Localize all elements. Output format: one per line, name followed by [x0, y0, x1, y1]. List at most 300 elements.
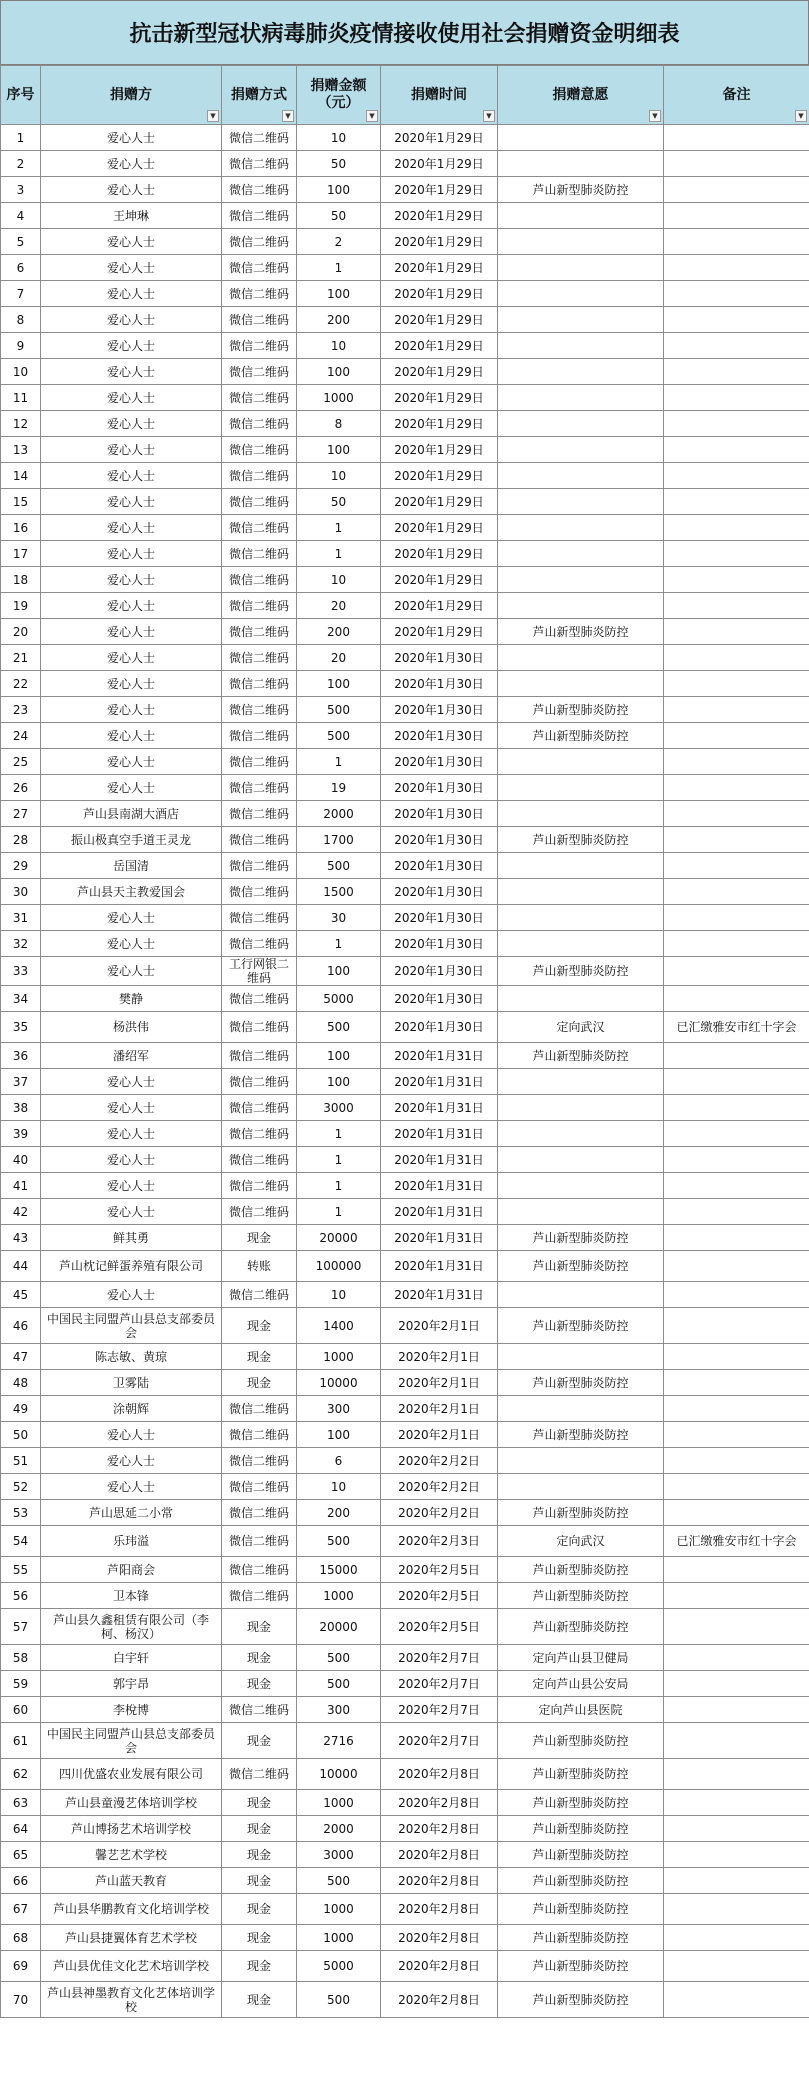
cell-date[interactable]: 2020年1月30日: [381, 1012, 498, 1043]
cell-date[interactable]: 2020年1月29日: [381, 359, 498, 385]
cell-note[interactable]: [664, 593, 809, 619]
cell-note[interactable]: [664, 1697, 809, 1723]
cell-index[interactable]: 7: [1, 281, 41, 307]
cell-intent[interactable]: 芦山新型肺炎防控: [498, 1723, 664, 1759]
cell-note[interactable]: [664, 1557, 809, 1583]
cell-donor[interactable]: 爱心人士: [41, 1474, 222, 1500]
cell-intent[interactable]: 芦山新型肺炎防控: [498, 1043, 664, 1069]
cell-intent[interactable]: [498, 567, 664, 593]
cell-intent[interactable]: [498, 671, 664, 697]
cell-intent[interactable]: 芦山新型肺炎防控: [498, 1982, 664, 2018]
cell-donor[interactable]: 爱心人士: [41, 593, 222, 619]
cell-intent[interactable]: [498, 411, 664, 437]
cell-index[interactable]: 49: [1, 1396, 41, 1422]
cell-date[interactable]: 2020年2月8日: [381, 1894, 498, 1925]
filter-dropdown-icon[interactable]: ▼: [483, 110, 495, 122]
cell-amount[interactable]: 200: [297, 619, 381, 645]
cell-donor[interactable]: 爱心人士: [41, 1422, 222, 1448]
cell-donor[interactable]: 芦山县南湖大酒店: [41, 801, 222, 827]
cell-intent[interactable]: 芦山新型肺炎防控: [498, 1370, 664, 1396]
cell-amount[interactable]: 1400: [297, 1308, 381, 1344]
cell-note[interactable]: [664, 1199, 809, 1225]
cell-intent[interactable]: 芦山新型肺炎防控: [498, 1308, 664, 1344]
cell-note[interactable]: [664, 1645, 809, 1671]
cell-intent[interactable]: 芦山新型肺炎防控: [498, 1842, 664, 1868]
cell-date[interactable]: 2020年2月1日: [381, 1308, 498, 1344]
cell-method[interactable]: 微信二维码: [222, 333, 297, 359]
cell-date[interactable]: 2020年1月30日: [381, 986, 498, 1012]
cell-amount[interactable]: 500: [297, 1526, 381, 1557]
cell-method[interactable]: 微信二维码: [222, 125, 297, 151]
cell-note[interactable]: [664, 1370, 809, 1396]
cell-index[interactable]: 18: [1, 567, 41, 593]
cell-index[interactable]: 15: [1, 489, 41, 515]
filter-dropdown-icon[interactable]: ▼: [282, 110, 294, 122]
cell-note[interactable]: [664, 905, 809, 931]
cell-date[interactable]: 2020年2月3日: [381, 1526, 498, 1557]
cell-note[interactable]: [664, 645, 809, 671]
cell-method[interactable]: 现金: [222, 1609, 297, 1645]
cell-donor[interactable]: 爱心人士: [41, 411, 222, 437]
cell-note[interactable]: [664, 1759, 809, 1790]
cell-note[interactable]: [664, 1894, 809, 1925]
cell-note[interactable]: [664, 333, 809, 359]
cell-donor[interactable]: 芦山县神墨教育文化艺体培训学校: [41, 1982, 222, 2018]
cell-index[interactable]: 40: [1, 1147, 41, 1173]
cell-note[interactable]: [664, 437, 809, 463]
cell-donor[interactable]: 爱心人士: [41, 437, 222, 463]
cell-note[interactable]: [664, 1095, 809, 1121]
cell-index[interactable]: 6: [1, 255, 41, 281]
cell-index[interactable]: 5: [1, 229, 41, 255]
cell-method[interactable]: 微信二维码: [222, 1199, 297, 1225]
cell-index[interactable]: 17: [1, 541, 41, 567]
cell-index[interactable]: 8: [1, 307, 41, 333]
cell-index[interactable]: 42: [1, 1199, 41, 1225]
cell-intent[interactable]: 定向武汉: [498, 1012, 664, 1043]
cell-method[interactable]: 微信二维码: [222, 1697, 297, 1723]
cell-date[interactable]: 2020年1月29日: [381, 619, 498, 645]
cell-method[interactable]: 现金: [222, 1370, 297, 1396]
cell-index[interactable]: 4: [1, 203, 41, 229]
cell-index[interactable]: 37: [1, 1069, 41, 1095]
cell-date[interactable]: 2020年1月31日: [381, 1147, 498, 1173]
cell-donor[interactable]: 爱心人士: [41, 1448, 222, 1474]
cell-method[interactable]: 微信二维码: [222, 1095, 297, 1121]
cell-intent[interactable]: [498, 437, 664, 463]
cell-index[interactable]: 34: [1, 986, 41, 1012]
cell-note[interactable]: [664, 723, 809, 749]
cell-donor[interactable]: 爱心人士: [41, 151, 222, 177]
cell-index[interactable]: 27: [1, 801, 41, 827]
cell-donor[interactable]: 芦山县童漫艺体培训学校: [41, 1790, 222, 1816]
cell-method[interactable]: 微信二维码: [222, 1474, 297, 1500]
cell-date[interactable]: 2020年1月31日: [381, 1069, 498, 1095]
cell-method[interactable]: 现金: [222, 1982, 297, 2018]
cell-index[interactable]: 36: [1, 1043, 41, 1069]
cell-donor[interactable]: 爱心人士: [41, 125, 222, 151]
cell-donor[interactable]: 爱心人士: [41, 1282, 222, 1308]
cell-intent[interactable]: 芦山新型肺炎防控: [498, 723, 664, 749]
cell-intent[interactable]: 芦山新型肺炎防控: [498, 1894, 664, 1925]
cell-method[interactable]: 微信二维码: [222, 1043, 297, 1069]
cell-method[interactable]: 现金: [222, 1816, 297, 1842]
cell-index[interactable]: 61: [1, 1723, 41, 1759]
cell-intent[interactable]: [498, 1282, 664, 1308]
cell-note[interactable]: [664, 515, 809, 541]
cell-date[interactable]: 2020年1月29日: [381, 385, 498, 411]
cell-method[interactable]: 微信二维码: [222, 151, 297, 177]
cell-date[interactable]: 2020年1月31日: [381, 1251, 498, 1282]
cell-intent[interactable]: [498, 1396, 664, 1422]
cell-method[interactable]: 现金: [222, 1671, 297, 1697]
cell-amount[interactable]: 5000: [297, 986, 381, 1012]
cell-note[interactable]: [664, 1308, 809, 1344]
cell-index[interactable]: 10: [1, 359, 41, 385]
cell-method[interactable]: 微信二维码: [222, 1759, 297, 1790]
cell-method[interactable]: 微信二维码: [222, 671, 297, 697]
cell-note[interactable]: [664, 1121, 809, 1147]
cell-index[interactable]: 26: [1, 775, 41, 801]
cell-note[interactable]: [664, 775, 809, 801]
cell-date[interactable]: 2020年2月5日: [381, 1609, 498, 1645]
cell-index[interactable]: 39: [1, 1121, 41, 1147]
cell-amount[interactable]: 2000: [297, 1816, 381, 1842]
cell-donor[interactable]: 芦山县久鑫租赁有限公司（李柯、杨汉）: [41, 1609, 222, 1645]
cell-intent[interactable]: [498, 541, 664, 567]
cell-date[interactable]: 2020年1月30日: [381, 645, 498, 671]
cell-method[interactable]: 微信二维码: [222, 385, 297, 411]
cell-date[interactable]: 2020年2月2日: [381, 1500, 498, 1526]
cell-amount[interactable]: 1: [297, 931, 381, 957]
cell-index[interactable]: 60: [1, 1697, 41, 1723]
cell-note[interactable]: 已汇缴雅安市红十字会: [664, 1012, 809, 1043]
cell-donor[interactable]: 卫雾陆: [41, 1370, 222, 1396]
cell-date[interactable]: 2020年1月29日: [381, 125, 498, 151]
cell-index[interactable]: 35: [1, 1012, 41, 1043]
cell-index[interactable]: 59: [1, 1671, 41, 1697]
cell-method[interactable]: 微信二维码: [222, 541, 297, 567]
cell-method[interactable]: 微信二维码: [222, 1147, 297, 1173]
cell-amount[interactable]: 6: [297, 1448, 381, 1474]
cell-note[interactable]: [664, 1868, 809, 1894]
cell-method[interactable]: 微信二维码: [222, 1173, 297, 1199]
cell-donor[interactable]: 爱心人士: [41, 697, 222, 723]
cell-index[interactable]: 32: [1, 931, 41, 957]
cell-amount[interactable]: 10: [297, 125, 381, 151]
cell-method[interactable]: 转账: [222, 1251, 297, 1282]
cell-donor[interactable]: 芦山县华鹏教育文化培训学校: [41, 1894, 222, 1925]
cell-intent[interactable]: 定向芦山县卫健局: [498, 1645, 664, 1671]
cell-index[interactable]: 19: [1, 593, 41, 619]
cell-donor[interactable]: 馨艺艺术学校: [41, 1842, 222, 1868]
cell-date[interactable]: 2020年2月8日: [381, 1982, 498, 2018]
cell-method[interactable]: 微信二维码: [222, 1121, 297, 1147]
cell-intent[interactable]: 芦山新型肺炎防控: [498, 1925, 664, 1951]
cell-method[interactable]: 微信二维码: [222, 359, 297, 385]
cell-intent[interactable]: [498, 1121, 664, 1147]
cell-method[interactable]: 微信二维码: [222, 827, 297, 853]
cell-intent[interactable]: 芦山新型肺炎防控: [498, 1951, 664, 1982]
cell-date[interactable]: 2020年2月7日: [381, 1645, 498, 1671]
cell-note[interactable]: [664, 385, 809, 411]
cell-amount[interactable]: 500: [297, 1868, 381, 1894]
cell-amount[interactable]: 1: [297, 541, 381, 567]
cell-date[interactable]: 2020年2月7日: [381, 1697, 498, 1723]
cell-method[interactable]: 微信二维码: [222, 619, 297, 645]
cell-intent[interactable]: [498, 1448, 664, 1474]
cell-note[interactable]: [664, 1344, 809, 1370]
cell-amount[interactable]: 1000: [297, 1583, 381, 1609]
cell-donor[interactable]: 白宇轩: [41, 1645, 222, 1671]
cell-date[interactable]: 2020年1月31日: [381, 1043, 498, 1069]
cell-donor[interactable]: 爱心人士: [41, 671, 222, 697]
cell-amount[interactable]: 19: [297, 775, 381, 801]
cell-donor[interactable]: 芦山博扬艺术培训学校: [41, 1816, 222, 1842]
cell-method[interactable]: 现金: [222, 1894, 297, 1925]
cell-donor[interactable]: 爱心人士: [41, 333, 222, 359]
cell-method[interactable]: 微信二维码: [222, 177, 297, 203]
cell-index[interactable]: 44: [1, 1251, 41, 1282]
cell-index[interactable]: 20: [1, 619, 41, 645]
cell-date[interactable]: 2020年2月8日: [381, 1925, 498, 1951]
cell-amount[interactable]: 500: [297, 1671, 381, 1697]
cell-amount[interactable]: 1000: [297, 1925, 381, 1951]
cell-donor[interactable]: 爱心人士: [41, 541, 222, 567]
cell-index[interactable]: 9: [1, 333, 41, 359]
cell-intent[interactable]: [498, 775, 664, 801]
cell-note[interactable]: [664, 1790, 809, 1816]
cell-intent[interactable]: 芦山新型肺炎防控: [498, 1583, 664, 1609]
cell-method[interactable]: 微信二维码: [222, 593, 297, 619]
cell-amount[interactable]: 100: [297, 1043, 381, 1069]
cell-method[interactable]: 微信二维码: [222, 986, 297, 1012]
cell-index[interactable]: 38: [1, 1095, 41, 1121]
cell-index[interactable]: 48: [1, 1370, 41, 1396]
cell-method[interactable]: 现金: [222, 1723, 297, 1759]
cell-note[interactable]: [664, 1982, 809, 2018]
cell-donor[interactable]: 鲜其勇: [41, 1225, 222, 1251]
cell-note[interactable]: [664, 125, 809, 151]
filter-dropdown-icon[interactable]: ▼: [795, 110, 807, 122]
cell-donor[interactable]: 爱心人士: [41, 1173, 222, 1199]
cell-amount[interactable]: 100: [297, 281, 381, 307]
cell-intent[interactable]: [498, 125, 664, 151]
cell-intent[interactable]: 芦山新型肺炎防控: [498, 1816, 664, 1842]
cell-note[interactable]: [664, 229, 809, 255]
cell-intent[interactable]: [498, 463, 664, 489]
cell-donor[interactable]: 爱心人士: [41, 281, 222, 307]
cell-intent[interactable]: [498, 1147, 664, 1173]
cell-donor[interactable]: 爱心人士: [41, 931, 222, 957]
cell-date[interactable]: 2020年2月1日: [381, 1396, 498, 1422]
cell-amount[interactable]: 1: [297, 515, 381, 541]
cell-donor[interactable]: 爱心人士: [41, 1199, 222, 1225]
cell-method[interactable]: 现金: [222, 1842, 297, 1868]
cell-intent[interactable]: [498, 307, 664, 333]
cell-amount[interactable]: 100: [297, 177, 381, 203]
cell-note[interactable]: [664, 879, 809, 905]
cell-method[interactable]: 微信二维码: [222, 515, 297, 541]
cell-note[interactable]: [664, 1173, 809, 1199]
cell-amount[interactable]: 8: [297, 411, 381, 437]
cell-method[interactable]: 微信二维码: [222, 255, 297, 281]
cell-amount[interactable]: 10: [297, 333, 381, 359]
cell-note[interactable]: [664, 1448, 809, 1474]
cell-note[interactable]: [664, 359, 809, 385]
cell-date[interactable]: 2020年1月30日: [381, 671, 498, 697]
cell-method[interactable]: 微信二维码: [222, 1396, 297, 1422]
cell-method[interactable]: 微信二维码: [222, 1069, 297, 1095]
cell-date[interactable]: 2020年1月30日: [381, 905, 498, 931]
cell-intent[interactable]: 芦山新型肺炎防控: [498, 1500, 664, 1526]
cell-index[interactable]: 45: [1, 1282, 41, 1308]
cell-method[interactable]: 微信二维码: [222, 1526, 297, 1557]
cell-donor[interactable]: 爱心人士: [41, 567, 222, 593]
cell-amount[interactable]: 10: [297, 1282, 381, 1308]
cell-amount[interactable]: 20: [297, 645, 381, 671]
cell-amount[interactable]: 10: [297, 1474, 381, 1500]
cell-date[interactable]: 2020年1月31日: [381, 1121, 498, 1147]
cell-donor[interactable]: 爱心人士: [41, 1069, 222, 1095]
cell-intent[interactable]: [498, 203, 664, 229]
cell-donor[interactable]: 爱心人士: [41, 723, 222, 749]
cell-index[interactable]: 55: [1, 1557, 41, 1583]
cell-method[interactable]: 现金: [222, 1951, 297, 1982]
cell-donor[interactable]: 爱心人士: [41, 359, 222, 385]
cell-intent[interactable]: [498, 1069, 664, 1095]
cell-note[interactable]: [664, 1671, 809, 1697]
cell-amount[interactable]: 1: [297, 1147, 381, 1173]
cell-intent[interactable]: [498, 749, 664, 775]
cell-index[interactable]: 64: [1, 1816, 41, 1842]
cell-method[interactable]: 现金: [222, 1790, 297, 1816]
cell-intent[interactable]: 芦山新型肺炎防控: [498, 957, 664, 986]
filter-dropdown-icon[interactable]: ▼: [207, 110, 219, 122]
cell-index[interactable]: 41: [1, 1173, 41, 1199]
cell-method[interactable]: 微信二维码: [222, 489, 297, 515]
cell-date[interactable]: 2020年2月8日: [381, 1790, 498, 1816]
cell-index[interactable]: 68: [1, 1925, 41, 1951]
cell-note[interactable]: [664, 1225, 809, 1251]
cell-method[interactable]: 微信二维码: [222, 1500, 297, 1526]
cell-donor[interactable]: 爱心人士: [41, 489, 222, 515]
cell-donor[interactable]: 岳国清: [41, 853, 222, 879]
cell-intent[interactable]: [498, 645, 664, 671]
cell-amount[interactable]: 100: [297, 359, 381, 385]
cell-note[interactable]: [664, 1951, 809, 1982]
cell-date[interactable]: 2020年2月5日: [381, 1583, 498, 1609]
cell-method[interactable]: 微信二维码: [222, 905, 297, 931]
cell-note[interactable]: [664, 1147, 809, 1173]
cell-donor[interactable]: 爱心人士: [41, 385, 222, 411]
cell-amount[interactable]: 1: [297, 1199, 381, 1225]
cell-note[interactable]: [664, 203, 809, 229]
cell-amount[interactable]: 200: [297, 307, 381, 333]
cell-date[interactable]: 2020年1月30日: [381, 723, 498, 749]
cell-donor[interactable]: 振山极真空手道王灵龙: [41, 827, 222, 853]
cell-index[interactable]: 21: [1, 645, 41, 671]
cell-donor[interactable]: 樊静: [41, 986, 222, 1012]
cell-index[interactable]: 69: [1, 1951, 41, 1982]
cell-donor[interactable]: 爱心人士: [41, 515, 222, 541]
cell-amount[interactable]: 1000: [297, 385, 381, 411]
cell-method[interactable]: 微信二维码: [222, 1557, 297, 1583]
cell-intent[interactable]: [498, 255, 664, 281]
cell-index[interactable]: 54: [1, 1526, 41, 1557]
cell-date[interactable]: 2020年1月29日: [381, 541, 498, 567]
cell-note[interactable]: [664, 411, 809, 437]
cell-intent[interactable]: 芦山新型肺炎防控: [498, 1251, 664, 1282]
cell-method[interactable]: 现金: [222, 1925, 297, 1951]
cell-intent[interactable]: [498, 333, 664, 359]
cell-note[interactable]: [664, 801, 809, 827]
cell-index[interactable]: 30: [1, 879, 41, 905]
cell-note[interactable]: [664, 177, 809, 203]
cell-intent[interactable]: [498, 931, 664, 957]
cell-index[interactable]: 2: [1, 151, 41, 177]
cell-amount[interactable]: 15000: [297, 1557, 381, 1583]
cell-method[interactable]: 微信二维码: [222, 281, 297, 307]
cell-intent[interactable]: [498, 489, 664, 515]
cell-amount[interactable]: 1: [297, 255, 381, 281]
cell-date[interactable]: 2020年2月2日: [381, 1474, 498, 1500]
cell-amount[interactable]: 50: [297, 203, 381, 229]
cell-date[interactable]: 2020年1月30日: [381, 697, 498, 723]
cell-method[interactable]: 微信二维码: [222, 853, 297, 879]
cell-amount[interactable]: 200: [297, 1500, 381, 1526]
cell-index[interactable]: 63: [1, 1790, 41, 1816]
cell-method[interactable]: 微信二维码: [222, 749, 297, 775]
cell-note[interactable]: [664, 255, 809, 281]
cell-donor[interactable]: 芦山县天主教爱国会: [41, 879, 222, 905]
cell-amount[interactable]: 500: [297, 723, 381, 749]
cell-index[interactable]: 22: [1, 671, 41, 697]
cell-donor[interactable]: 芦山县优佳文化艺术培训学校: [41, 1951, 222, 1982]
cell-index[interactable]: 13: [1, 437, 41, 463]
cell-intent[interactable]: 定向芦山县公安局: [498, 1671, 664, 1697]
cell-date[interactable]: 2020年2月8日: [381, 1842, 498, 1868]
cell-index[interactable]: 33: [1, 957, 41, 986]
cell-donor[interactable]: 四川优盛农业发展有限公司: [41, 1759, 222, 1790]
cell-method[interactable]: 微信二维码: [222, 879, 297, 905]
cell-amount[interactable]: 20000: [297, 1225, 381, 1251]
cell-intent[interactable]: 芦山新型肺炎防控: [498, 1422, 664, 1448]
cell-intent[interactable]: 芦山新型肺炎防控: [498, 1790, 664, 1816]
cell-intent[interactable]: [498, 593, 664, 619]
cell-method[interactable]: 现金: [222, 1308, 297, 1344]
cell-index[interactable]: 3: [1, 177, 41, 203]
cell-index[interactable]: 23: [1, 697, 41, 723]
cell-index[interactable]: 14: [1, 463, 41, 489]
cell-intent[interactable]: [498, 1474, 664, 1500]
cell-donor[interactable]: 乐玮溢: [41, 1526, 222, 1557]
cell-date[interactable]: 2020年1月29日: [381, 177, 498, 203]
cell-amount[interactable]: 1000: [297, 1790, 381, 1816]
cell-donor[interactable]: 爱心人士: [41, 905, 222, 931]
cell-intent[interactable]: [498, 879, 664, 905]
cell-date[interactable]: 2020年1月30日: [381, 853, 498, 879]
cell-index[interactable]: 58: [1, 1645, 41, 1671]
cell-donor[interactable]: 芦山县捷翼体育艺术学校: [41, 1925, 222, 1951]
cell-amount[interactable]: 100000: [297, 1251, 381, 1282]
cell-date[interactable]: 2020年1月29日: [381, 151, 498, 177]
cell-note[interactable]: [664, 1069, 809, 1095]
cell-method[interactable]: 微信二维码: [222, 437, 297, 463]
cell-amount[interactable]: 1000: [297, 1894, 381, 1925]
cell-date[interactable]: 2020年1月31日: [381, 1173, 498, 1199]
cell-index[interactable]: 1: [1, 125, 41, 151]
